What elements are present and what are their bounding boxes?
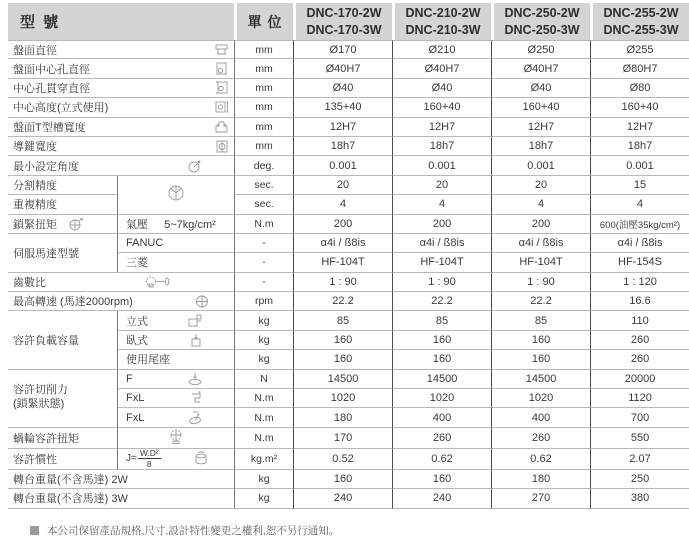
value-cell: Ø40H7 xyxy=(293,59,392,78)
value-cell: 85 xyxy=(491,311,590,330)
value-cell: 180 xyxy=(293,408,392,427)
value-cell: 22.2 xyxy=(293,292,392,311)
value-cell: 400 xyxy=(392,408,491,427)
footnote-square-icon xyxy=(30,526,39,535)
sub-label: F xyxy=(126,372,133,385)
center-bore-icon xyxy=(213,61,230,76)
sub-label: 使用尾座 xyxy=(117,350,234,369)
value-cell: Ø80 xyxy=(590,79,689,98)
value-cell: 14500 xyxy=(491,370,590,389)
unit-cell: rpm xyxy=(234,292,293,311)
unit-cell: kg xyxy=(234,311,293,330)
value-cell: 1 : 90 xyxy=(491,273,590,292)
sub-label: FANUC xyxy=(117,234,234,253)
value-cell: 0.62 xyxy=(491,449,590,470)
row-label: 中心高度(立式使用) xyxy=(13,102,109,115)
value-cell: 380 xyxy=(590,489,689,508)
column-header: DNC-210-2W DNC-210-3W xyxy=(392,3,491,40)
unit-cell: N.m xyxy=(234,408,293,427)
value-cell: 200 xyxy=(293,215,392,234)
value-cell: 4 xyxy=(293,195,392,214)
value-cell: 2.07 xyxy=(590,449,689,470)
value-cell: Ø40H7 xyxy=(392,59,491,78)
value-cell: α4i / ß8is xyxy=(293,234,392,253)
row-label: 最高轉速 (馬達2000rpm) xyxy=(13,296,133,309)
unit-cell: N.m xyxy=(234,389,293,408)
row-label: 蝸輪容許扭矩 xyxy=(8,428,117,449)
value-cell: 160 xyxy=(392,470,491,489)
value-cell: 160+40 xyxy=(590,98,689,117)
unit-cell: kg xyxy=(234,470,293,489)
value-cell: 20000 xyxy=(590,370,689,389)
value-cell: 18h7 xyxy=(392,137,491,156)
value-cell: 12H7 xyxy=(293,118,392,137)
table-row xyxy=(8,311,689,330)
value-cell: 1020 xyxy=(293,389,392,408)
table-row xyxy=(8,40,689,59)
value-cell: 180 xyxy=(491,470,590,489)
value-cell: 20 xyxy=(392,176,491,195)
sub-label-value: 5~7kg/cm² xyxy=(164,218,216,231)
value-cell: 20 xyxy=(491,176,590,195)
value-cell: 1 : 90 xyxy=(293,273,392,292)
value-cell: HF-104T xyxy=(491,253,590,272)
value-cell: 1 : 90 xyxy=(392,273,491,292)
table-row xyxy=(8,489,689,508)
value-cell: 0.001 xyxy=(491,156,590,175)
unit-cell: deg. xyxy=(234,156,293,175)
value-cell: 1 : 120 xyxy=(590,273,689,292)
center-height-icon xyxy=(213,100,230,115)
value-cell: 400 xyxy=(491,408,590,427)
value-cell: α4i / ß8is xyxy=(590,234,689,253)
row-label: 鎖緊扭矩 xyxy=(13,218,57,231)
inertia-formula: J= $\frac{\text{W.D²}}{8}$ xyxy=(126,448,159,470)
table-row xyxy=(8,292,689,311)
table-row xyxy=(8,370,689,389)
value-cell: HF-104T xyxy=(392,253,491,272)
value-cell: 14500 xyxy=(293,370,392,389)
value-cell: Ø40 xyxy=(392,79,491,98)
column-header: DNC-255-2W DNC-255-3W xyxy=(590,3,689,40)
value-cell: Ø210 xyxy=(392,40,491,59)
value-cell: 135+40 xyxy=(293,98,392,117)
unit-cell: N.m xyxy=(234,215,293,234)
column-header: DNC-250-2W DNC-250-3W xyxy=(491,3,590,40)
row-label: 容許切削力 xyxy=(13,384,68,397)
value-cell: Ø250 xyxy=(491,40,590,59)
sub-label: FxL xyxy=(126,411,145,424)
value-cell: 110 xyxy=(590,311,689,330)
unit-cell: mm xyxy=(234,137,293,156)
row-label: 中心孔貫穿直徑 xyxy=(13,82,90,95)
value-cell: 200 xyxy=(491,215,590,234)
value-cell: 12H7 xyxy=(590,118,689,137)
value-cell: Ø80H7 xyxy=(590,59,689,78)
value-cell: 700 xyxy=(590,408,689,427)
unit-cell: - xyxy=(234,253,293,272)
unit-cell: mm xyxy=(234,98,293,117)
value-cell: 18h7 xyxy=(293,137,392,156)
sub-label: 臥式 xyxy=(126,335,148,348)
horizontal-mount-icon xyxy=(188,333,204,348)
value-cell: 160+40 xyxy=(392,98,491,117)
footnote xyxy=(30,523,339,538)
value-cell: 600(油壓35kg/cm²) xyxy=(590,215,689,234)
row-label: 最小設定角度 xyxy=(13,160,79,173)
value-cell: 160 xyxy=(293,350,392,369)
table-row xyxy=(8,156,689,175)
value-cell: Ø40 xyxy=(293,79,392,98)
unit-cell: - xyxy=(234,234,293,253)
value-cell: 18h7 xyxy=(590,137,689,156)
column-header: DNC-170-2W DNC-170-3W xyxy=(293,3,392,40)
axial-force-icon xyxy=(186,371,204,387)
unit-cell: N xyxy=(234,370,293,389)
value-cell: 240 xyxy=(293,489,392,508)
value-cell: 250 xyxy=(590,470,689,489)
indexing-accuracy-icon xyxy=(165,183,187,203)
value-cell: Ø40 xyxy=(491,79,590,98)
value-cell: 18h7 xyxy=(491,137,590,156)
value-cell: 20 xyxy=(293,176,392,195)
unit-cell: sec. xyxy=(234,195,293,214)
row-label: 盤面中心孔直徑 xyxy=(13,63,90,76)
value-cell: 16.6 xyxy=(590,292,689,311)
sub-label: 立式 xyxy=(126,315,148,328)
value-cell: 260 xyxy=(590,350,689,369)
unit-cell: kg xyxy=(234,489,293,508)
value-cell: HF-104T xyxy=(293,253,392,272)
row-label: 伺服馬達型號 xyxy=(8,234,117,273)
unit-cell: kg xyxy=(234,350,293,369)
row-label: 齒數比 xyxy=(13,276,46,289)
unit-cell: kg xyxy=(234,331,293,350)
table-row xyxy=(8,118,689,137)
unit-cell: mm xyxy=(234,118,293,137)
value-cell: Ø255 xyxy=(590,40,689,59)
value-cell: 160+40 xyxy=(491,98,590,117)
value-cell: 22.2 xyxy=(491,292,590,311)
unit-cell: mm xyxy=(234,79,293,98)
value-cell: 4 xyxy=(590,195,689,214)
value-cell: 200 xyxy=(392,215,491,234)
row-label: 容許慣性 xyxy=(8,449,117,470)
row-label: 重複精度 xyxy=(8,195,117,214)
value-cell: 0.52 xyxy=(293,449,392,470)
max-speed-icon xyxy=(194,294,210,309)
table-row xyxy=(8,98,689,117)
unit-cell: - xyxy=(234,273,293,292)
value-cell: α4i / ß8is xyxy=(491,234,590,253)
table-row xyxy=(8,234,689,253)
value-cell: 550 xyxy=(590,428,689,449)
value-cell: 260 xyxy=(392,428,491,449)
row-label: 盤面T型槽寬度 xyxy=(13,121,86,134)
moment-force-icon xyxy=(188,390,204,406)
row-label-line2: (鎖緊狀態) xyxy=(13,398,65,411)
sub-label: 三菱 xyxy=(117,253,234,272)
table-row xyxy=(8,215,689,234)
value-cell: 85 xyxy=(293,311,392,330)
value-cell: 160 xyxy=(491,350,590,369)
value-cell: 12H7 xyxy=(392,118,491,137)
value-cell: 160 xyxy=(293,470,392,489)
value-cell: 14500 xyxy=(392,370,491,389)
unit-cell: sec. xyxy=(234,176,293,195)
faceplate-icon xyxy=(213,42,230,57)
value-cell: 85 xyxy=(392,311,491,330)
unit-cell: mm xyxy=(234,59,293,78)
value-cell: 160 xyxy=(491,331,590,350)
clamping-torque-icon xyxy=(67,216,87,231)
value-cell: Ø40H7 xyxy=(491,59,590,78)
value-cell: 0.001 xyxy=(392,156,491,175)
table-row xyxy=(8,137,689,156)
value-cell: α4i / ß8is xyxy=(392,234,491,253)
table-row xyxy=(8,449,689,470)
table-row xyxy=(8,273,689,292)
value-cell: Ø170 xyxy=(293,40,392,59)
value-cell: 0.62 xyxy=(392,449,491,470)
t-slot-icon xyxy=(213,119,230,134)
table-row xyxy=(8,195,689,214)
table-row xyxy=(8,79,689,98)
value-cell: 160 xyxy=(293,331,392,350)
through-hole-icon xyxy=(213,80,230,95)
sub-label: FxL xyxy=(126,392,145,405)
footnote-text: 本公司保留產品規格,尺寸,設計特性變更之權利,恕不另行通知。 xyxy=(47,525,340,537)
table-row xyxy=(8,470,689,489)
value-cell: 12H7 xyxy=(491,118,590,137)
value-cell: 1120 xyxy=(590,389,689,408)
value-cell: 0.001 xyxy=(293,156,392,175)
min-angle-icon xyxy=(186,158,204,173)
value-cell: HF-154S xyxy=(590,253,689,272)
table-row xyxy=(8,176,689,195)
unit-cell: kg.m² xyxy=(234,449,293,470)
value-cell: 0.001 xyxy=(590,156,689,175)
value-cell: 260 xyxy=(491,428,590,449)
value-cell: 4 xyxy=(392,195,491,214)
gear-ratio-icon xyxy=(144,274,174,289)
value-cell: 270 xyxy=(491,489,590,508)
table-row xyxy=(8,59,689,78)
tilt-moment-icon xyxy=(186,410,204,426)
value-cell: 4 xyxy=(491,195,590,214)
vertical-mount-icon xyxy=(186,313,204,328)
value-cell: 260 xyxy=(590,331,689,350)
value-cell: 1020 xyxy=(491,389,590,408)
row-label: 盤面直徑 xyxy=(13,44,57,57)
row-label: 轉台重量(不含馬達) 3W xyxy=(8,489,234,508)
value-cell: 1020 xyxy=(392,389,491,408)
row-label: 導鍵寬度 xyxy=(13,141,57,154)
value-cell: 15 xyxy=(590,176,689,195)
guide-key-icon xyxy=(213,139,230,154)
spec-table xyxy=(8,3,689,509)
unit-cell: N.m xyxy=(234,428,293,449)
row-label: 容許負載容量 xyxy=(8,311,117,369)
table-row xyxy=(8,428,689,449)
model-header: 型 號 xyxy=(8,3,234,40)
value-cell: 240 xyxy=(392,489,491,508)
value-cell: 22.2 xyxy=(392,292,491,311)
header-row xyxy=(8,3,689,40)
sub-label: 氣壓 xyxy=(126,218,148,231)
unit-header: 單 位 xyxy=(234,3,293,40)
value-cell: 160 xyxy=(392,350,491,369)
row-label: 分割精度 xyxy=(8,176,117,195)
unit-cell: mm xyxy=(234,40,293,59)
spec-table-wrap xyxy=(8,3,689,509)
inertia-icon xyxy=(192,450,210,467)
worm-gear-icon xyxy=(166,428,186,445)
value-cell: 170 xyxy=(293,428,392,449)
row-label: 轉台重量(不含馬達) 2W xyxy=(8,470,234,489)
value-cell: 160 xyxy=(392,331,491,350)
